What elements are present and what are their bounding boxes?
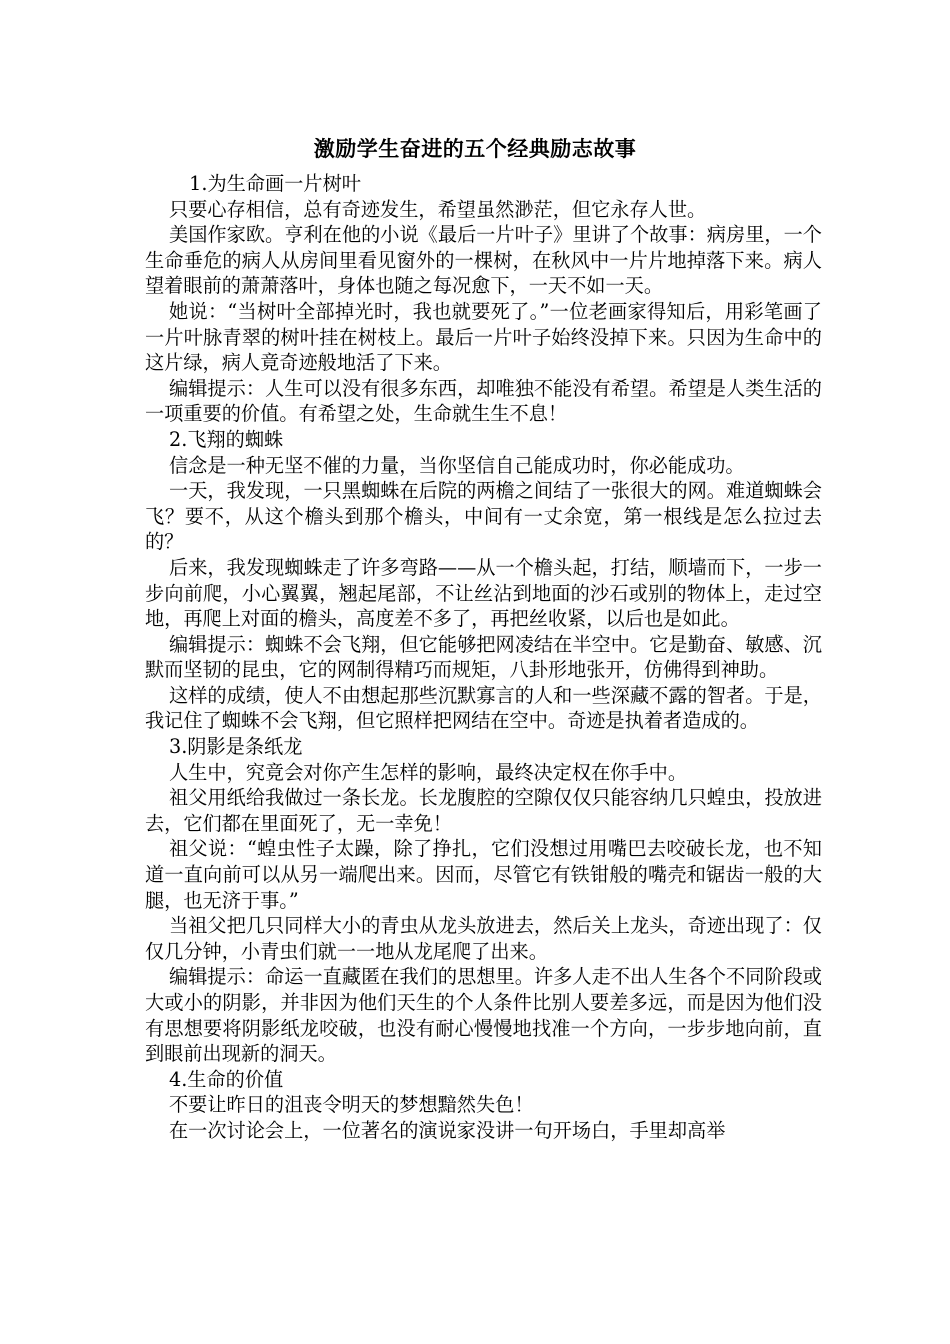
section-heading: 3.阴影是条纸龙 <box>169 735 303 759</box>
paragraph: 一天，我发现，一只黑蜘蛛在后院的两檐之间结了一张很大的网。难道蜘蛛会飞？要不，从这个檐头到那个檐头，中间有一丈余宽，第一根线是怎么拉过去的？ <box>145 479 822 554</box>
paragraph: 这样的成绩，使人不由想起那些沉默寡言的人和一些深藏不露的智者。于是，我记住了蜘蛛不会飞翔，但它照样把网结在空中。奇迹是执着者造成的。 <box>145 683 822 733</box>
paragraph: 人生中，究竟会对你产生怎样的影响，最终决定权在你手中。 <box>169 760 688 784</box>
paragraph: 在一次讨论会上，一位著名的演说家没讲一句开场白，手里却高举 <box>169 1118 726 1142</box>
paragraph: 只要心存相信，总有奇迹发生，希望虽然渺茫，但它永存人世。 <box>169 197 707 221</box>
paragraph: 后来，我发现蜘蛛走了许多弯路——从一个檐头起，打结，顺墙而下，一步一步向前爬，小心翼翼，翘起尾部，不让丝沾到地面的沙石或别的物体上，走过空地，再爬上对面的檐头，高度差不多了，再把丝收紧，以后也是如此。 <box>145 555 822 631</box>
paragraph: 祖父说：“蝗虫性子太躁，除了挣扎，它们没想过用嘴巴去咬破长龙，也不知道一直向前可以从另一端爬出来。因而，尽管它有铁钳般的嘴壳和锯齿一般的大腿，也无济于事。” <box>145 837 822 912</box>
paragraph: 她说：“当树叶全部掉光时，我也就要死了。”一位老画家得知后，用彩笔画了一片叶脉青翠的树叶挂在树枝上。最后一片叶子始终没掉下来。只因为生命中的这片绿，病人竟奇迹般地活了下来。 <box>145 299 822 375</box>
paragraph: 信念是一种无坚不催的力量，当你坚信自己能成功时，你必能成功。 <box>169 453 745 477</box>
paragraph: 编辑提示：人生可以没有很多东西，却唯独不能没有希望。希望是人类生活的一项重要的价值。有希望之处，生命就生生不息！ <box>145 376 822 426</box>
paragraph: 美国作家欧。亨利在他的小说《最后一片叶子》里讲了个故事：病房里，一个生命垂危的病人从房间里看见窗外的一棵树，在秋风中一片片地掉落下来。病人望着眼前的萧萧落叶，身体也随之每况愈下，一天不如一天。 <box>145 223 822 298</box>
paragraph: 不要让昨日的沮丧令明天的梦想黯然失色！ <box>169 1093 534 1117</box>
paragraph: 祖父用纸给我做过一条长龙。长龙腹腔的空隙仅仅只能容纳几只蝗虫，投放进去，它们都在里面死了，无一幸免！ <box>145 786 822 835</box>
section-heading: 1.为生命画一片树叶 <box>189 172 361 195</box>
paragraph: 编辑提示：蜘蛛不会飞翔，但它能够把网凌结在半空中。它是勤奋、敏感、沉默而坚韧的昆虫，它的网制得精巧而规矩，八卦形地张开，仿佛得到神助。 <box>145 632 822 682</box>
paragraph: 编辑提示：命运一直藏匿在我们的思想里。许多人走不出人生各个不同阶段或大或小的阴影，并非因为他们天生的个人条件比别人要差多远，而是因为他们没有思想要将阴影纸龙咬破，也没有耐心慢慢地找准一个方向，一步步地向前，直到眼前出现新的洞天。 <box>145 965 822 1066</box>
document-title: 激励学生奋进的五个经典励志故事 <box>313 136 637 161</box>
section-heading: 2.飞翔的蜘蛛 <box>169 427 284 451</box>
section-heading: 4.生命的价值 <box>169 1067 284 1091</box>
paragraph: 当祖父把几只同样大小的青虫从龙头放进去，然后关上龙头，奇迹出现了：仅仅几分钟，小青虫们就一一地从龙尾爬了出来。 <box>145 914 822 963</box>
document-body <box>145 171 822 1144</box>
